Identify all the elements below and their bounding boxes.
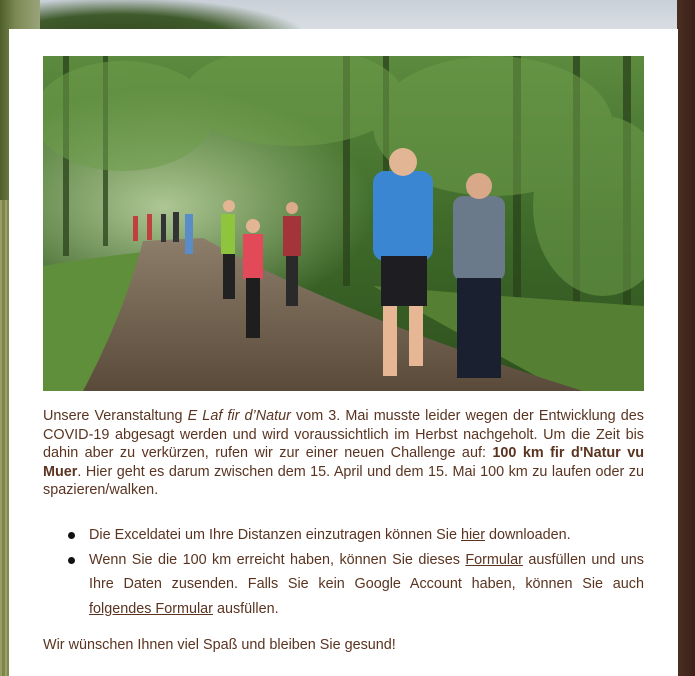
bullet-icon bbox=[68, 557, 75, 564]
closing-text: Wir wünschen Ihnen viel Spaß und bleiben Sie gesund! bbox=[43, 637, 396, 653]
bullet-1-text-before: Die Exceldatei um Ihre Distanzen einzutragen können Sie bbox=[89, 527, 461, 543]
content-card bbox=[9, 29, 678, 676]
intro-text-3: . Hier geht es darum zwischen dem 15. April und dem 15. Mai 100 km zu laufen oder zu spazieren/walken. bbox=[43, 463, 644, 498]
bullet-2-text-middle: ausfüllen und uns Ihre Daten zusenden. Falls Sie kein Google Account haben, können Sie auch bbox=[89, 551, 644, 592]
hero-image bbox=[43, 56, 644, 391]
google-form-link[interactable]: Formular bbox=[465, 551, 523, 568]
intro-paragraph bbox=[43, 407, 644, 500]
bullet-2-text-before: Wenn Sie die 100 km erreicht haben, können Sie dieses bbox=[89, 551, 466, 568]
bullet-1-text-after: downloaden. bbox=[484, 527, 571, 543]
background-right-edge bbox=[677, 0, 695, 676]
list-item bbox=[43, 548, 644, 622]
alternative-form-link[interactable]: folgendes Formular bbox=[89, 600, 213, 617]
bullet-icon bbox=[68, 532, 75, 539]
intro-text-1: Unsere Veranstaltung bbox=[43, 408, 188, 424]
excel-download-link[interactable]: hier bbox=[460, 527, 485, 543]
list-item bbox=[43, 523, 644, 548]
challenge-name: 100 km fir d'Natur vu Muer bbox=[43, 445, 645, 480]
bullet-2-text-after: ausfüllen. bbox=[212, 600, 279, 617]
event-name: E Laf fir d’Natur bbox=[187, 408, 291, 424]
instructions-list bbox=[43, 523, 644, 621]
intro-text-2: vom 3. Mai musste leider wegen der Entwicklung des COVID-19 abgesagt werden und wird voraussichtlich im Herbst nachgeholt. Um die Zeit bis dahin aber zu verkürzen, rufen wir zur einer neuen Challenge auf: bbox=[43, 408, 644, 461]
